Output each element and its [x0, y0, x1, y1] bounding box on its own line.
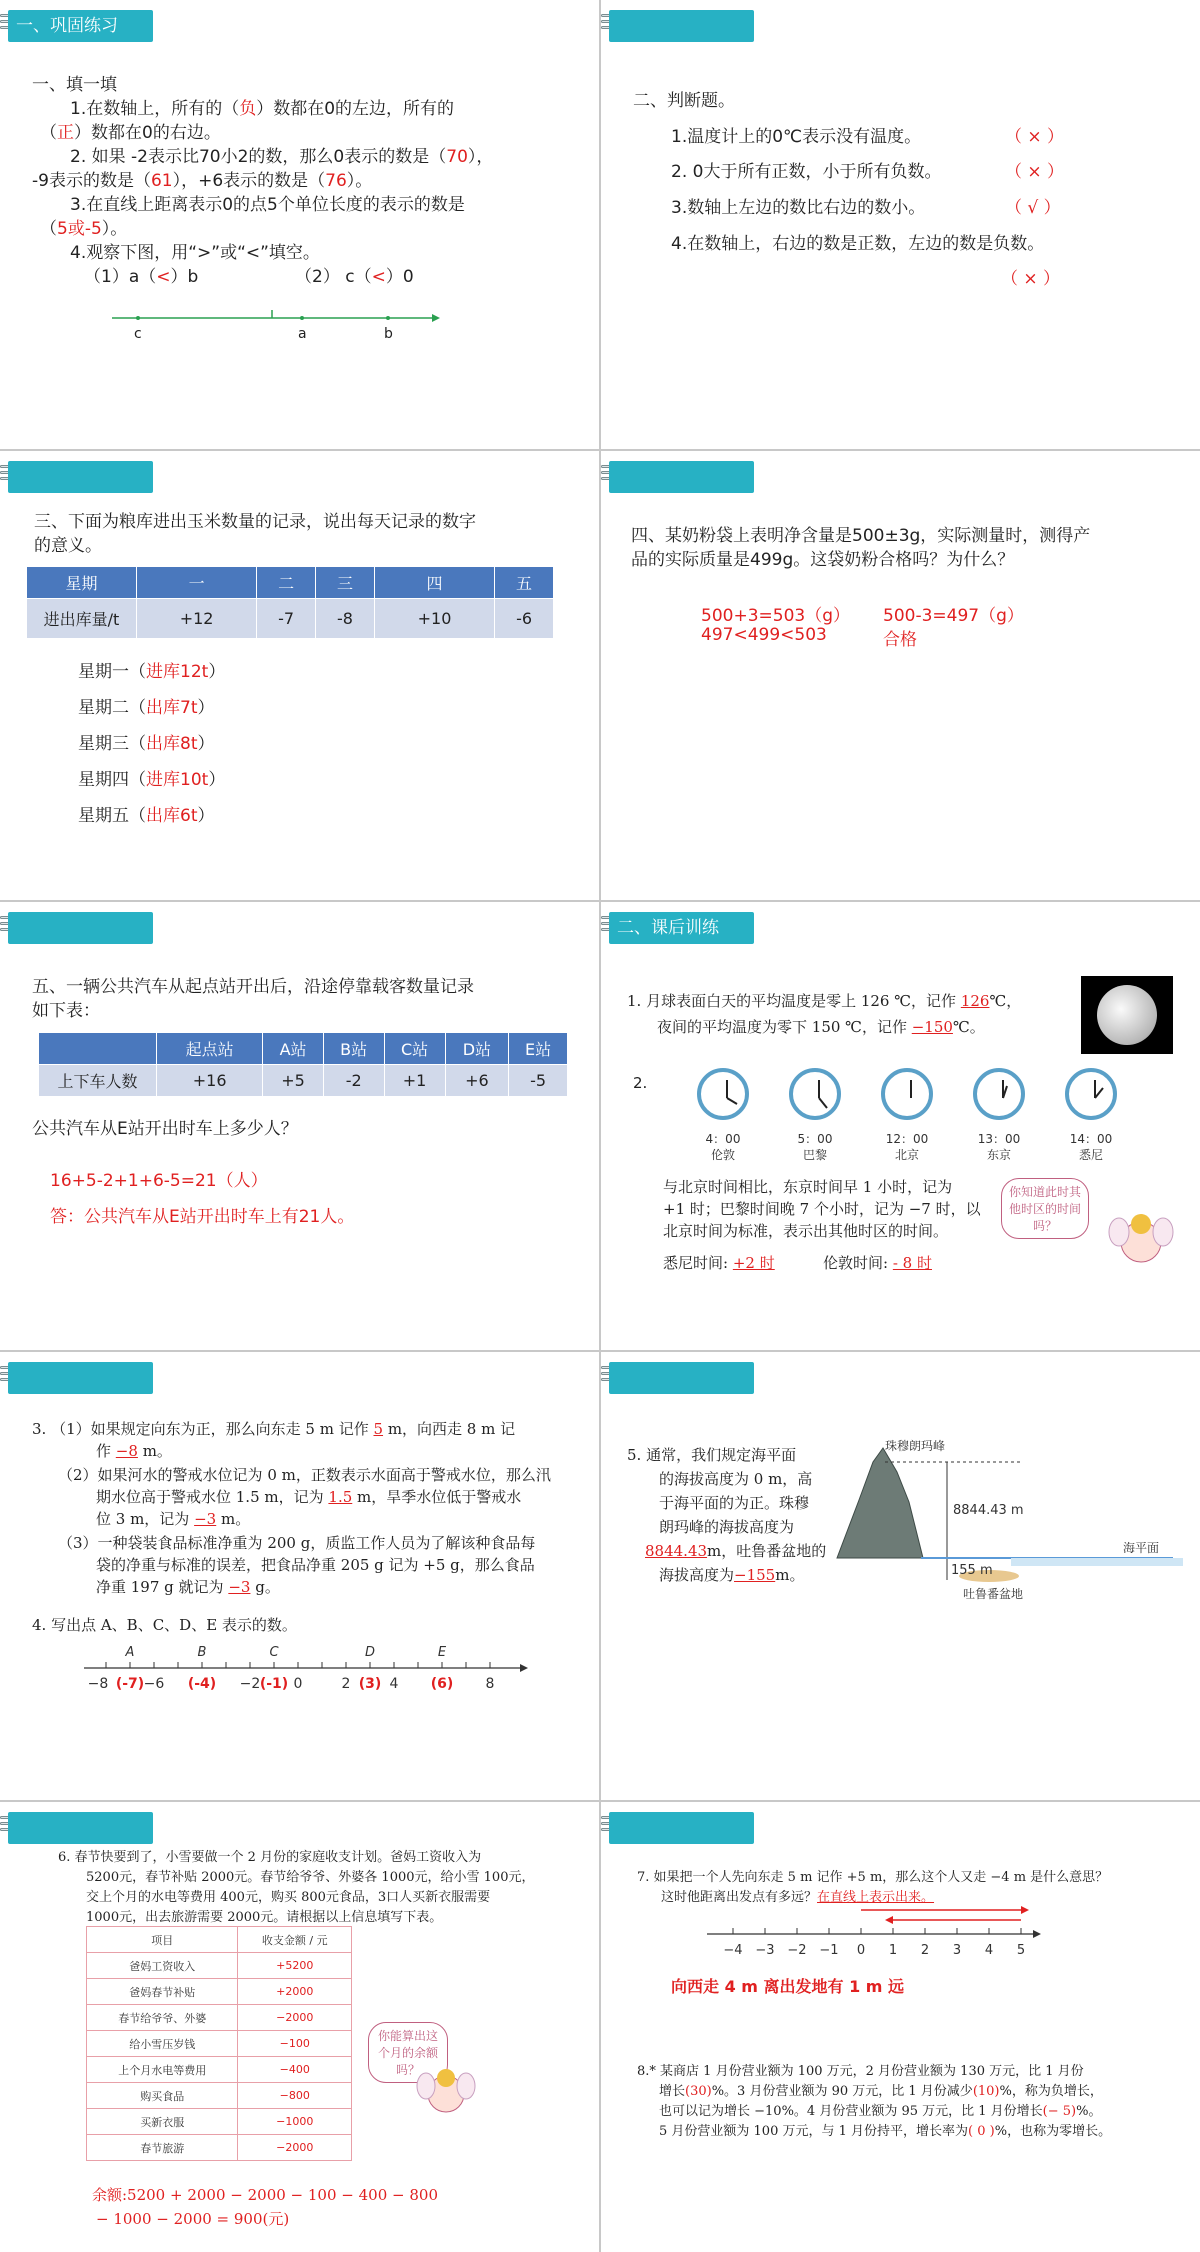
table-header: D站: [445, 1033, 509, 1065]
table-header: A站: [263, 1033, 324, 1065]
table-cell: +5200: [238, 1953, 352, 1979]
budget-question-cont: 5200元，春节补贴 2000元。春节给爷爷、外婆各 1000元，给小雪 100元，: [86, 1870, 535, 1885]
walk-question: 7. 如果把一个人先向东走 5 m 记作 +5 m，那么这个人又走 −4 m 是什么意思？: [637, 1870, 1109, 1885]
point-D: D: [364, 1645, 376, 1660]
point-label-a: a: [298, 326, 307, 342]
tick-label: 0: [856, 1943, 866, 1958]
slide-8: [601, 1352, 1200, 1800]
balance-calc-cont: − 1000 − 2000 = 900(元): [96, 2210, 290, 2228]
question-4: 4.观察下图，用“>”或“<”填空。: [70, 243, 320, 263]
budget-question-cont: 1000元，出去旅游需要 2000元。请根据以上信息填写下表。: [86, 1910, 443, 1925]
tick-label: 0: [293, 1676, 303, 1692]
question-3-3-cont: 净重 197 g 就记为 −3 g。: [96, 1578, 280, 1596]
slide-6: [601, 902, 1200, 1350]
walk-answer: 向西走 4 m 离出发地有 1 m 远: [671, 1977, 905, 1996]
sales-question-cont: 也可以记为增长 −10%。4 月份营业额为 95 万元，比 1 月份增长(− 5)%。: [659, 2104, 1102, 2119]
answer-compare: 497<499<503: [701, 625, 827, 645]
answer-conclusion: 合格: [883, 630, 917, 650]
table-header: 星期: [27, 567, 137, 599]
budget-question: 6. 春节快要到了，小雪要做一个 2 月份的家庭收支计划。爸妈工资收入为: [58, 1850, 482, 1865]
table-cell: −400: [238, 2057, 352, 2083]
point-C: C: [269, 1645, 279, 1660]
table-cell: +16: [157, 1065, 263, 1097]
section-tab: [8, 461, 153, 493]
everest-question-cont: 海拔高度为−155m。: [659, 1566, 805, 1584]
walk-number-line: [601, 1802, 1200, 2252]
day-answer-3: 星期三（出库8t）: [78, 734, 215, 754]
london-time: 伦敦时间: - 8 时: [823, 1254, 932, 1272]
table-cell: −2000: [238, 2135, 352, 2161]
day-answer-2: 星期二（出库7t）: [78, 698, 215, 718]
table-header: 三: [316, 567, 375, 599]
tick-label: 3: [952, 1943, 962, 1958]
question-2: 2. 如果 -2表示比70小2的数，那么0表示的数是（70），: [70, 147, 494, 167]
section-heading: 四、某奶粉袋上表明净含量是500±3g，实际测量时，测得产: [631, 526, 1091, 546]
judge-answer-3: （ √ ）: [1005, 198, 1061, 218]
tick-label: 4: [984, 1943, 994, 1958]
table-cell: +12: [137, 599, 257, 639]
table-cell: -8: [316, 599, 375, 639]
walk-question-cont: 这时他距离出发点有多远？在直线上表示出来。: [661, 1890, 935, 1905]
balance-calc: 余额:5200 + 2000 − 2000 − 100 − 400 − 800: [92, 2186, 438, 2204]
cupid-icon: [601, 902, 1200, 1350]
tick-label: −3: [755, 1943, 775, 1958]
everest-question-cont: 朗玛峰的海拔高度为: [659, 1518, 795, 1536]
tick-label: −2: [787, 1943, 807, 1958]
tick-label: −2: [239, 1676, 261, 1692]
day-answer-5: 星期五（出库6t）: [78, 806, 215, 826]
clock-city: 北京: [894, 1148, 919, 1162]
point-A: A: [125, 1645, 135, 1660]
grain-table: [26, 566, 554, 639]
tick-label: 8: [485, 1676, 495, 1692]
clock-time: 14：00: [1069, 1132, 1113, 1146]
section-heading: 五、一辆公共汽车从起点站开出后，沿途停靠载客数量记录: [32, 977, 474, 997]
clock-city: 巴黎: [802, 1148, 827, 1162]
everest-diagram: [601, 1352, 1200, 1800]
table-cell: 买新衣服: [87, 2109, 238, 2135]
tick-label: −4: [723, 1943, 743, 1958]
tick-label: 2: [920, 1943, 930, 1958]
point-label-c: c: [134, 326, 142, 342]
question-4: 4. 写出点 A、B、C、D、E 表示的数。: [32, 1616, 297, 1634]
tick-label: −1: [819, 1943, 839, 1958]
point-value: (-1): [259, 1676, 289, 1692]
slide-10: [601, 1802, 1200, 2252]
table-header: 收支金额 / 元: [238, 1927, 352, 1953]
table-cell: −1000: [238, 2109, 352, 2135]
question-1: 1.在数轴上，所有的（负）数都在0的左边，所有的: [70, 99, 455, 119]
table-header: 起点站: [157, 1033, 263, 1065]
judge-item-2: 2. 0大于所有正数，小于所有负数。: [671, 162, 942, 182]
section-heading: 二、判断题。: [633, 91, 735, 111]
section-heading: 三、下面为粮库进出玉米数量的记录，说出每天记录的数字: [34, 512, 476, 532]
table-header: 四: [374, 567, 494, 599]
budget-question-cont: 交上个月的水电等费用 400元，购买 800元食品，3口人买新衣服需要: [86, 1890, 491, 1905]
point-E: E: [437, 1645, 447, 1660]
day-answer-1: 星期一（进库12t）: [78, 662, 226, 682]
clock-city: 伦敦: [710, 1148, 735, 1162]
table-cell: 爸妈工资收入: [87, 1953, 238, 1979]
question-3-1-cont: 作 −8 m。: [96, 1442, 172, 1460]
tick-label: 4: [389, 1676, 399, 1692]
point-value: (6): [430, 1676, 454, 1692]
table-cell: 给小雪压岁钱: [87, 2031, 238, 2057]
moon-question: 1. 月球表面白天的平均温度是零上 126 ℃，记作 126℃，: [627, 992, 1022, 1010]
sales-question-cont: 5 月份营业额为 100 万元，与 1 月份持平，增长率为( 0 )%，也称为零增长。: [659, 2124, 1112, 2139]
table-cell: 爸妈春节补贴: [87, 1979, 238, 2005]
judge-answer-1: （ × ）: [1005, 127, 1065, 147]
table-cell: −2000: [238, 2005, 352, 2031]
question-4-2: （2） c（<）0: [295, 267, 414, 287]
table-header: C站: [384, 1033, 445, 1065]
question-2-number: 2.: [633, 1074, 648, 1092]
slide-4: [601, 451, 1200, 900]
everest-question-cont: 于海平面的为正。珠穆: [659, 1494, 810, 1512]
sales-question: 8.* 某商店 1 月份营业额为 100 万元，2 月份营业额为 130 万元，比 1 月份: [637, 2064, 1084, 2079]
everest-question-cont: 8844.43m，吐鲁番盆地的: [645, 1542, 827, 1560]
table-cell: +10: [374, 599, 494, 639]
everest-question: 5. 通常，我们规定海平面: [627, 1446, 797, 1464]
table-cell: −800: [238, 2083, 352, 2109]
table-cell: −100: [238, 2031, 352, 2057]
timezone-desc-cont: 北京时间为标准，表示出其他时区的时间。: [663, 1222, 949, 1240]
table-cell: +5: [263, 1065, 324, 1097]
slide-1: [0, 0, 599, 449]
section-tab: 二、课后训练: [609, 912, 754, 944]
tick-label: 2: [341, 1676, 351, 1692]
sydney-time: 悉尼时间: +2 时: [663, 1254, 775, 1272]
table-header: 五: [495, 567, 554, 599]
slide-7: [0, 1352, 599, 1800]
clock-time: 13：00: [977, 1132, 1021, 1146]
timezone-desc-cont: +1 时；巴黎时间晚 7 个小时，记为 −7 时，以: [663, 1200, 981, 1218]
question-3-cont: （5或-5）。: [40, 219, 128, 239]
bus-answer: 答：公共汽车从E站开出时车上有21人。: [50, 1207, 355, 1227]
section-heading-cont: 的意义。: [34, 536, 102, 556]
section-heading-cont: 如下表：: [32, 1001, 100, 1021]
table-cell: -7: [257, 599, 316, 639]
section-heading-cont: 品的实际质量是499g。这袋奶粉合格吗？为什么？: [631, 550, 1015, 570]
table-header: 二: [257, 567, 316, 599]
bus-calc: 16+5-2+1+6-5=21（人）: [50, 1171, 268, 1191]
section-tab: 一、巩固练习: [8, 10, 153, 42]
table-header: [39, 1033, 157, 1065]
table-header: E站: [509, 1033, 568, 1065]
slide-3: [0, 451, 599, 900]
question-3-2-cont: 位 3 m，记为 −3 m。: [96, 1510, 251, 1528]
section-tab: [8, 912, 153, 944]
answer-calc-1: 500+3=503（g）: [701, 606, 850, 626]
table-cell: 上个月水电等费用: [87, 2057, 238, 2083]
clock-city: 悉尼: [1078, 1148, 1103, 1162]
point-label-b: b: [384, 326, 393, 342]
basin-label: 吐鲁番盆地: [963, 1587, 1024, 1601]
section-heading: 一、填一填: [32, 75, 117, 95]
depth-label: 155 m: [951, 1563, 993, 1578]
peak-label: 珠穆朗玛峰: [885, 1439, 946, 1453]
point-value: (3): [358, 1676, 382, 1692]
question-4-1: （1）a（<）b: [84, 267, 199, 287]
question-3-2-cont: 期水位高于警戒水位 1.5 m，记为 1.5 m，旱季水位低于警戒水: [96, 1488, 522, 1506]
judge-item-3: 3.数轴上左边的数比右边的数小。: [671, 198, 926, 218]
section-tab: [609, 461, 754, 493]
bus-question: 公共汽车从E站开出时车上多少人？: [32, 1119, 298, 1139]
question-1-cont: （正）数都在0的右边。: [40, 123, 221, 143]
sales-question-cont: 增长(30)%。3 月份营业额为 90 万元，比 1 月份减少(10)%，称为负增长，: [659, 2084, 1103, 2099]
height-label: 8844.43 m: [953, 1503, 1024, 1518]
question-3-3-cont: 袋的净重与标准的误差，把食品净重 205 g 记为 +5 g，那么食品: [96, 1556, 535, 1574]
point-value: (-7): [115, 1676, 145, 1692]
question-2-cont: -9表示的数是（61），+6表示的数是（76）。: [32, 171, 373, 191]
tick-label: 5: [1016, 1943, 1026, 1958]
tick-label: −8: [87, 1676, 109, 1692]
question-3-2: （2）如果河水的警戒水位记为 0 m，正数表示水面高于警戒水位，那么汛: [58, 1466, 551, 1484]
question-3-1: 3. （1）如果规定向东为正，那么向东走 5 m 记作 5 m，向西走 8 m 记: [32, 1420, 516, 1438]
number-line: [0, 0, 599, 449]
moon-question-cont: 夜间的平均温度为零下 150 ℃，记作 −150℃。: [657, 1018, 985, 1036]
speech-bubble: 你能算出这个月的余额吗？: [368, 2022, 448, 2083]
sea-level-label: 海平面: [1123, 1541, 1160, 1555]
table-cell: +1: [384, 1065, 445, 1097]
day-answer-4: 星期四（进库10t）: [78, 770, 226, 790]
table-cell: -2: [323, 1065, 384, 1097]
table-cell: -6: [495, 599, 554, 639]
clock-time: 5：00: [797, 1132, 833, 1146]
everest-question-cont: 的海拔高度为 0 m，高: [659, 1470, 813, 1488]
answer-calc-2: 500-3=497（g）: [883, 606, 1024, 626]
clock-time: 12：00: [885, 1132, 929, 1146]
table-header: B站: [323, 1033, 384, 1065]
slide-9: [0, 1802, 599, 2252]
table-cell: 春节旅游: [87, 2135, 238, 2161]
table-cell: +2000: [238, 1979, 352, 2005]
slide-2: [601, 0, 1200, 449]
table-cell: 上下车人数: [39, 1065, 157, 1097]
table-cell: 进出库量/t: [27, 599, 137, 639]
table-header: 一: [137, 567, 257, 599]
table-cell: 购买食品: [87, 2083, 238, 2109]
judge-item-4: 4.在数轴上，右边的数是正数，左边的数是负数。: [671, 234, 1045, 254]
point-value: (-4): [187, 1676, 217, 1692]
clock-time: 4：00: [705, 1132, 741, 1146]
question-3: 3.在直线上距离表示0的点5个单位长度的表示的数是: [70, 195, 465, 215]
judge-answer-2: （ × ）: [1005, 162, 1065, 182]
table-cell: +6: [445, 1065, 509, 1097]
number-line-points: [0, 1352, 599, 1800]
table-cell: 春节给爷爷、外婆: [87, 2005, 238, 2031]
table-cell: -5: [509, 1065, 568, 1097]
clock-city: 东京: [986, 1148, 1011, 1162]
question-3-3: （3）一种袋装食品标准净重为 200 g，质监工作人员为了解该种食品每: [58, 1534, 536, 1552]
section-tab: [609, 10, 754, 42]
timezone-desc: 与北京时间相比，东京时间早 1 小时，记为: [663, 1178, 953, 1196]
slide-5: [0, 902, 599, 1350]
judge-answer-4: （ × ）: [1001, 269, 1061, 289]
judge-item-1: 1.温度计上的0℃表示没有温度。: [671, 127, 922, 147]
bus-table: [38, 1032, 568, 1097]
tick-label: −6: [143, 1676, 165, 1692]
point-B: B: [197, 1645, 207, 1660]
table-header: 项目: [87, 1927, 238, 1953]
speech-bubble: 你知道此时其他时区的时间吗？: [1001, 1178, 1089, 1239]
tick-label: 1: [888, 1943, 898, 1958]
